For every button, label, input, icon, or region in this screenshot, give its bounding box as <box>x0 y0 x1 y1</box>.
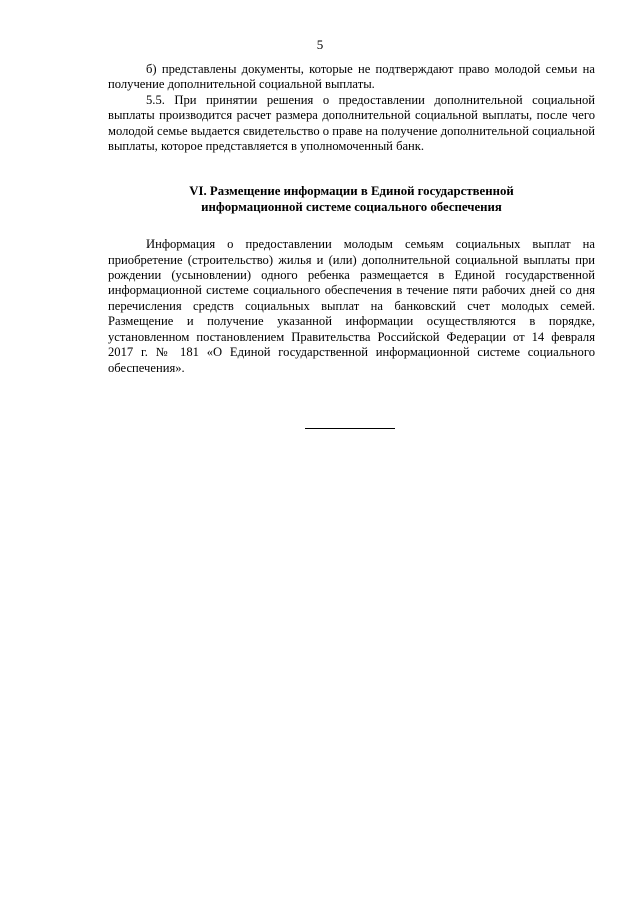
section-heading-line-2: информационной системе социального обеспечения <box>201 199 502 214</box>
section-heading-line-1: VI. Размещение информации в Единой государственной <box>189 184 514 199</box>
end-divider <box>305 428 395 429</box>
section-heading <box>108 184 595 215</box>
paragraph-5-5: 5.5. При принятии решения о предоставлении дополнительной социальной выплаты производится расчет размера дополнительной социальной выплаты, после чего молодой семье выдается свидетельство о праве на получение дополнительной социальной выплаты, которое представляется в уполномоченный банк. <box>108 92 595 154</box>
document-body <box>108 62 595 376</box>
paragraph-item-b: б) представлены документы, которые не подтверждают право молодой семьи на получение дополнительной социальной выплаты. <box>108 62 595 92</box>
paragraph-information: Информация о предоставлении молодым семьям социальных выплат на приобретение (строительство) жилья и (или) дополнительной социальной выплаты при рождении (усыновлении) одного ребенка размещается в Единой государственной информационной системе социального обеспечения в течение пяти рабочих дней со дня перечисления средств социальных выплат на банковский счет молодых семей. Размещение и получение указанной информации осуществляются в порядке, установленном постановлением Правительства Российской Федерации от 14 февраля 2017 г. № 181 «О Единой государственной информационной системе социального обеспечения». <box>108 237 595 375</box>
page-number: 5 <box>316 37 324 52</box>
